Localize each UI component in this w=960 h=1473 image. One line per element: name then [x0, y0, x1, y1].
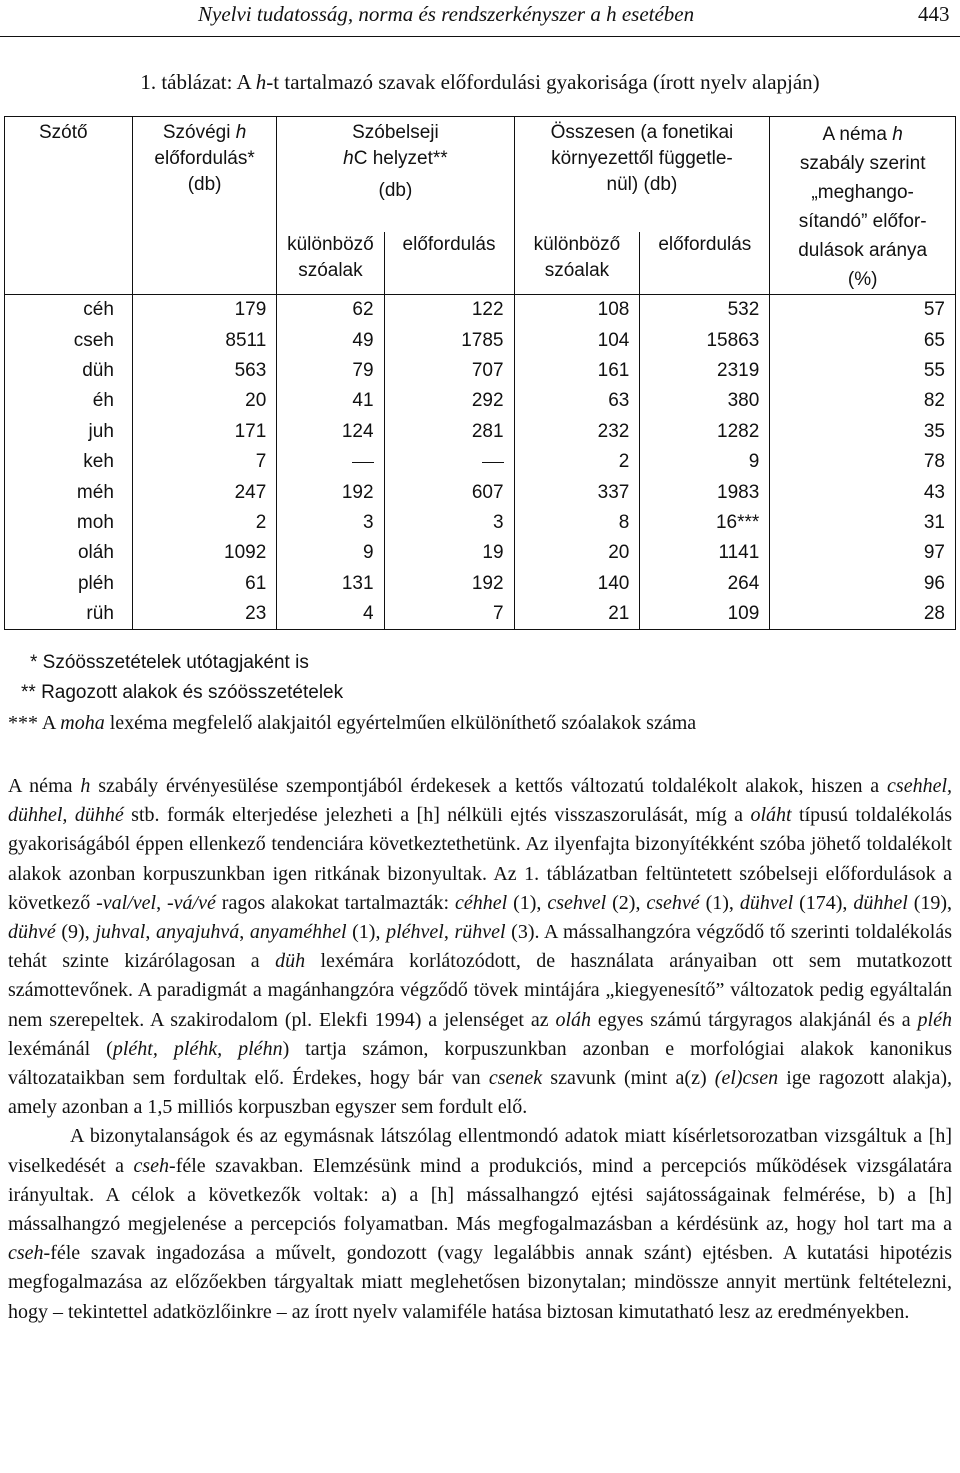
paragraph-2: A bizonytalanságok és az egymásnak látszólag ellentmondó adatok miatt kísérletsorozatban vizsgáltuk a [h] viselkedését a cseh-féle szavakban. Elemzésünk mind a produkciós, mind a percepciós működések vizsgálatára irányultak. A célok a következők voltak: a) a [h] mássalhangzó ejtési sajátosságainak felmérése, b) a [h] mássalhangzó megjelenése a percepciós folyamatban. Más megfogalmazásban a kérdésünk az, hogy hol tart ma a cseh-féle szavak ingadozása a művelt, gondozott (vagy legalábbis annak szánt) ejtésben. A kutatási hipotézis megfogalmazása az előzőekben tárgyaltak miatt meglehetősen bizonytalan; mindössze annyit mertünk feltételezni, hogy – tekintettel adatközlőinkre – az írott nyelv valamiféle hatása biztosan kimutatható lesz az eredményekben. — [8, 1125, 953, 1323]
value-cell: 380 — [640, 386, 770, 416]
value-cell: 179 — [132, 295, 276, 326]
note-1: * Szóösszetételek utótagjaként is — [30, 652, 309, 673]
value-cell: 264 — [640, 569, 770, 599]
value-cell: 23 — [132, 599, 276, 630]
value-cell: 1983 — [640, 477, 770, 507]
subheader-forms-1: különböző szóalak — [277, 232, 384, 295]
header-internal-hc: Szóbelseji hC helyzet** (db) — [277, 117, 514, 233]
table-row — [5, 325, 956, 355]
stem-cell: moh — [5, 508, 133, 538]
value-cell: 281 — [384, 417, 514, 447]
dash-mark — [352, 462, 374, 463]
value-cell: 247 — [132, 477, 276, 507]
value-cell — [384, 447, 514, 477]
value-cell: 1785 — [384, 325, 514, 355]
value-cell: 2 — [132, 508, 276, 538]
value-cell: 1282 — [640, 417, 770, 447]
stem-cell: cseh — [5, 325, 133, 355]
stem-cell: oláh — [5, 538, 133, 568]
value-cell: 96 — [770, 569, 956, 599]
dash-mark — [482, 462, 504, 463]
value-cell: 192 — [277, 477, 384, 507]
table-caption: 1. táblázat: A h-t tartalmazó szavak előfordulási gyakorisága (írott nyelv alapján) — [140, 70, 820, 94]
value-cell: 79 — [277, 356, 384, 386]
header-stem: Szótő — [5, 117, 133, 295]
table-row — [5, 386, 956, 416]
value-cell: 607 — [384, 477, 514, 507]
header-ratio: A néma h szabály szerint „meghango- sítandó” előfor- dulások aránya (%) — [770, 117, 956, 295]
value-cell: 35 — [770, 417, 956, 447]
value-cell: 78 — [770, 447, 956, 477]
value-cell: 31 — [770, 508, 956, 538]
body-text — [8, 772, 952, 1327]
stem-cell: céh — [5, 295, 133, 326]
value-cell: 122 — [384, 295, 514, 326]
value-cell: 57 — [770, 295, 956, 326]
value-cell: 55 — [770, 356, 956, 386]
value-cell: 161 — [514, 356, 640, 386]
running-header — [0, 0, 960, 40]
value-cell: 49 — [277, 325, 384, 355]
table-row — [5, 538, 956, 568]
stem-cell: rüh — [5, 599, 133, 630]
value-cell — [277, 447, 384, 477]
value-cell: 41 — [277, 386, 384, 416]
value-cell: 131 — [277, 569, 384, 599]
subheader-occurrence-2: előfordulás — [640, 232, 770, 295]
value-cell: 16*** — [640, 508, 770, 538]
value-cell: 9 — [277, 538, 384, 568]
value-cell: 1141 — [640, 538, 770, 568]
value-cell: 109 — [640, 599, 770, 630]
value-cell: 43 — [770, 477, 956, 507]
table-row — [5, 447, 956, 477]
value-cell: 3 — [384, 508, 514, 538]
subheader-forms-2: különböző szóalak — [514, 232, 640, 295]
stem-cell: keh — [5, 447, 133, 477]
header-rule — [0, 36, 960, 37]
value-cell: 21 — [514, 599, 640, 630]
header-final-h: Szóvégi h előfordulás* (db) — [132, 117, 276, 295]
value-cell: 532 — [640, 295, 770, 326]
stem-cell: méh — [5, 477, 133, 507]
value-cell: 28 — [770, 599, 956, 630]
value-cell: 8 — [514, 508, 640, 538]
note-3: *** A moha lexéma megfelelő alakjaitól egyértelműen elkülöníthető szóalakok száma — [8, 712, 697, 734]
header-total: Összesen (a fonetikai környezettől függetle- nül) (db) — [514, 117, 770, 233]
value-cell: 2319 — [640, 356, 770, 386]
value-cell: 15863 — [640, 325, 770, 355]
value-cell: 63 — [514, 386, 640, 416]
value-cell: 1092 — [132, 538, 276, 568]
value-cell: 563 — [132, 356, 276, 386]
value-cell: 337 — [514, 477, 640, 507]
value-cell: 8511 — [132, 325, 276, 355]
note-2: ** Ragozott alakok és szóösszetételek — [21, 682, 344, 703]
value-cell: 62 — [277, 295, 384, 326]
value-cell: 20 — [514, 538, 640, 568]
stem-cell: éh — [5, 386, 133, 416]
stem-cell: düh — [5, 356, 133, 386]
subheader-occurrence-1: előfordulás — [384, 232, 514, 295]
table-row — [5, 477, 956, 507]
value-cell: 108 — [514, 295, 640, 326]
table-row — [5, 356, 956, 386]
table-row — [5, 508, 956, 538]
value-cell: 7 — [384, 599, 514, 630]
value-cell: 232 — [514, 417, 640, 447]
table-row — [5, 599, 956, 630]
value-cell: 707 — [384, 356, 514, 386]
value-cell: 292 — [384, 386, 514, 416]
value-cell: 20 — [132, 386, 276, 416]
running-title: Nyelvi tudatosság, norma és rendszerkényszer a h esetében — [198, 2, 695, 26]
table-row — [5, 569, 956, 599]
value-cell: 4 — [277, 599, 384, 630]
value-cell: 61 — [132, 569, 276, 599]
value-cell: 104 — [514, 325, 640, 355]
table-row — [5, 417, 956, 447]
value-cell: 192 — [384, 569, 514, 599]
value-cell: 82 — [770, 386, 956, 416]
value-cell: 3 — [277, 508, 384, 538]
value-cell: 171 — [132, 417, 276, 447]
stem-cell: pléh — [5, 569, 133, 599]
value-cell: 97 — [770, 538, 956, 568]
page-number: 443 — [918, 2, 950, 26]
stem-cell: juh — [5, 417, 133, 447]
value-cell: 2 — [514, 447, 640, 477]
value-cell: 140 — [514, 569, 640, 599]
value-cell: 7 — [132, 447, 276, 477]
table-row — [5, 295, 956, 326]
value-cell: 9 — [640, 447, 770, 477]
value-cell: 124 — [277, 417, 384, 447]
frequency-table — [4, 116, 956, 630]
paragraph-1: A néma h szabály érvényesülése szempontjából érdekesek a kettős változatú toldalékolt alakok, hiszen a csehhel, dühhel, dühhé stb. formák elterjedése jelezheti a [h] nélküli ejtés visszaszorulását, míg a oláht típusú toldalékolás gyakoriságából éppen ellenkező tendenciára következtethetünk. Az ilyenfajta bizonyítékként szóba jöhető toldalékolt alakok azonban korpuszunkban igen ritkának bizonyultak. Az 1. táblázatban feltüntetett szóbelseji előfordulások a következő -val/vel, -vá/vé ragos alakokat tartalmazták: céhhel (1), csehvel (2), csehvé (1), dühvel (174), dühhel (19), dühvé (9), juhval, anyajuhvá, anyaméhhel (1), pléhvel, rühvel (3). A mássalhangzóra végződő tő szerinti toldalékolás tehát szinte kizárólagosan a düh lexémára korlátozódott, de használata arányaiban ott sem mutatkozott számottevőnek. A paradigmát a magánhangzóra végződő tövek mintájára „kiegyenesítő” változatok pedig egyáltalán nem szerepeltek. A szakirodalom (pl. Elekfi 1994) a jelenséget az oláh egyes számú tárgyragos alakjánál és a pléh lexémánál (pléht, pléhk, pléhn) tartja számon, korpuszunkban azonban e morfológiai alakok kanonikus változataikban sem fordultak elő. Érdekes, hogy bár van csenek szavunk (mint a(z) (el)csen ige ragozott alakja), amely azonban a 1,5 milliós korpuszban egyszer sem fordult elő. — [8, 775, 953, 1119]
value-cell: 65 — [770, 325, 956, 355]
value-cell: 19 — [384, 538, 514, 568]
